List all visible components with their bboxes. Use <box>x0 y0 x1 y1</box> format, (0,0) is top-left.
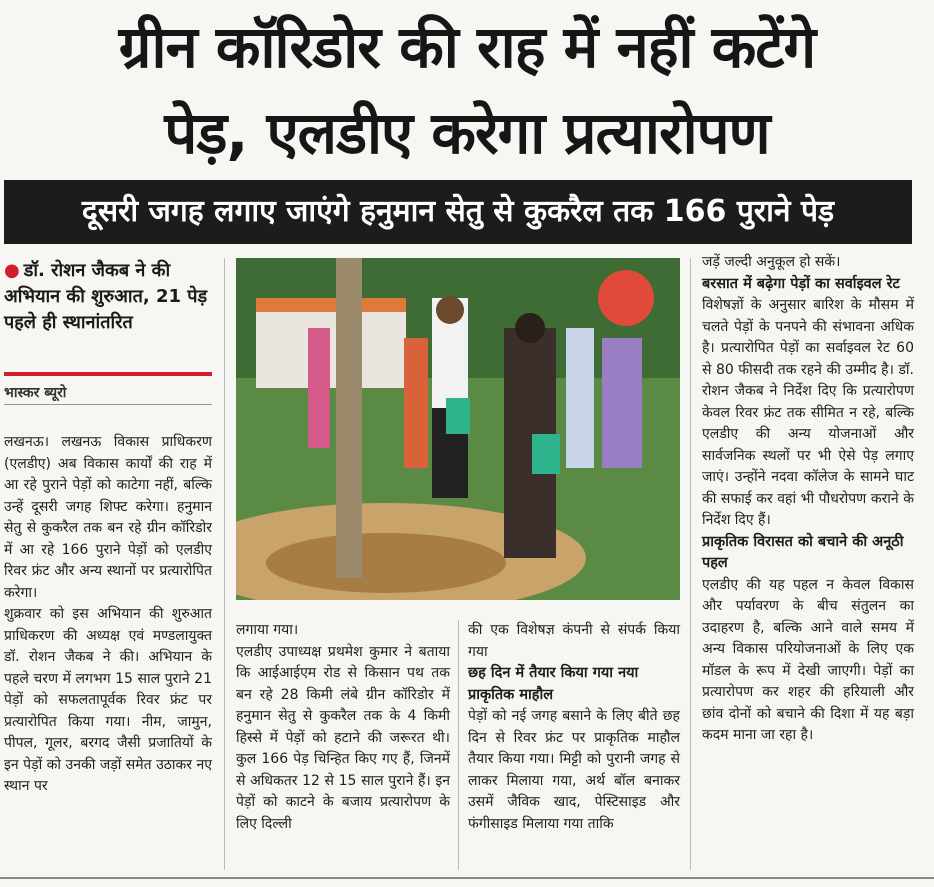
column-2 <box>236 620 450 835</box>
headline-line-1: ग्रीन कॉरिडोर की राह में नहीं कटेंगे <box>118 13 816 81</box>
headline-line-2: पेड़, एलडीए करेगा प्रत्यारोपण <box>164 99 770 167</box>
col1-para-1: लखनऊ। लखनऊ विकास प्राधिकरण (एलडीए) अब विकास कार्यों की राह में आ रहे पुराने पेड़ों को काटेगा नहीं, बल्कि उन्हें दूसरी जगह शिफ्ट करेगा। हनुमान सेतु से कुकरैल तक बन रहे ग्रीन कॉरिडोर में आ रहे 166 पुराने पेड़ों को एलडीए रिवर फ्रंट और अन्य स्थानों पर प्रत्यारोपित करेगा। <box>4 434 212 601</box>
news-photo <box>236 258 680 600</box>
col4-body-2: एलडीए की यह पहल न केवल विकास और पर्यावरण के बीच संतुलन का उदाहरण है, बल्कि आने वाले समय में अन्य विकास परियोजनाओं के लिए एक मॉडल के रूप में देखी जाएगी। पेड़ों का प्रत्यारोपण कर शहर की हरियाली और छांव दोनों को बचाने की दिशा में यह बड़ा कदम माना जा रहा है। <box>702 576 914 743</box>
column-rule <box>690 258 691 870</box>
tree-planting-photo <box>236 258 680 600</box>
column-4 <box>702 252 914 747</box>
page-bottom-rule <box>0 877 934 879</box>
col4-subheading-2: प्राकृतिक विरासत को बचाने की अनूठी पहल <box>702 533 904 571</box>
column-rule <box>458 620 459 870</box>
col2-para-2: एलडीए उपाध्यक्ष प्रथमेश कुमार ने बताया कि आईआईएम रोड से किसान पथ तक बन रहे 28 किमी लंबे ग्रीन कॉरिडोर में हनुमान सेतु से कुकरैल तक के 4 किमी हिस्से में पेड़ों को हटाने की जरूरत थी। कुल 166 पेड़ चिन्हित किए गए हैं, जिनमें से अधिकतर 12 से 15 साल पुराने हैं। इन पेड़ों को काटने के बजाय प्रत्यारोपण के लिए दिल्ली <box>236 643 450 832</box>
col3-subheading: छह दिन में तैयार किया गया नया प्राकृतिक माहौल <box>468 665 639 703</box>
deck-divider <box>4 372 212 376</box>
column-1 <box>4 432 212 798</box>
column-rule <box>224 258 225 870</box>
col4-lead: जड़ें जल्दी अनुकूल हो सकें। <box>702 254 841 270</box>
col4-subheading-1: बरसात में बढ़ेगा पेड़ों का सर्वाइवल रेट <box>702 275 900 292</box>
subheadline-bar: दूसरी जगह लगाए जाएंगे हनुमान सेतु से कुकरैल तक 166 पुराने पेड़ <box>4 180 912 244</box>
col3-lead: की एक विशेषज्ञ कंपनी से संपर्क किया गया <box>468 622 680 660</box>
column-3 <box>468 620 680 835</box>
col1-para-2: शुक्रवार को इस अभियान की शुरुआत प्राधिकरण की अध्यक्ष एवं मण्डलायुक्त डॉ. रोशन जैकब ने की। अभियान के पहले चरण में लगभग 15 साल पुराने 21 पेड़ों को सफलतापूर्वक रिवर फ्रंट पर प्रत्यारोपित किया गया। नीम, जामुन, पीपल, गूलर, बरगद जैसी प्रजातियों के इन पेड़ों को उनकी जड़ों समेत उठाकर नए स्थान पर <box>4 606 212 794</box>
byline: भास्कर ब्यूरो <box>4 382 212 405</box>
deck-text: डॉ. रोशन जैकब ने की अभियान की शुरुआत, 21 पेड़ पहले ही स्थानांतरित <box>4 260 208 333</box>
col4-body-1: विशेषज्ञों के अनुसार बारिश के मौसम में चलते पेड़ों के पनपने की संभावना अधिक है। प्रत्यारोपित पेड़ों का सर्वाइवल रेट 60 से 80 फीसदी तक रहने की उम्मीद है। डॉ. रोशन जैकब ने निर्देश दिए कि प्रत्यारोपण केवल रिवर फ्रंट तक सीमित न रहे, बल्कि एलडीए की अन्य योजनाओं और सार्वजनिक स्थलों पर भी ऐसे पेड़ लगाए जाएं। उन्होंने नदवा कॉलेज के सामने घाट की सफाई कर वहां भी पौधरोपण कराने के निर्देश दिए हैं। <box>702 297 914 528</box>
bullet-dot-icon: ● <box>4 260 20 281</box>
col3-body: पेड़ों को नई जगह बसाने के लिए बीते छह दिन से रिवर फ्रंट पर प्राकृतिक माहौल तैयार किया गया। मिट्टी को पुरानी जगह से लाकर मिलाया गया, अर्थ बॉल बनाकर उसमें जैविक खाद, पेस्टिसाइड और फंगीसाइड मिलाया गया ताकि <box>468 708 680 832</box>
col2-para-1: लगाया गया। <box>236 622 299 638</box>
deck <box>4 258 212 336</box>
